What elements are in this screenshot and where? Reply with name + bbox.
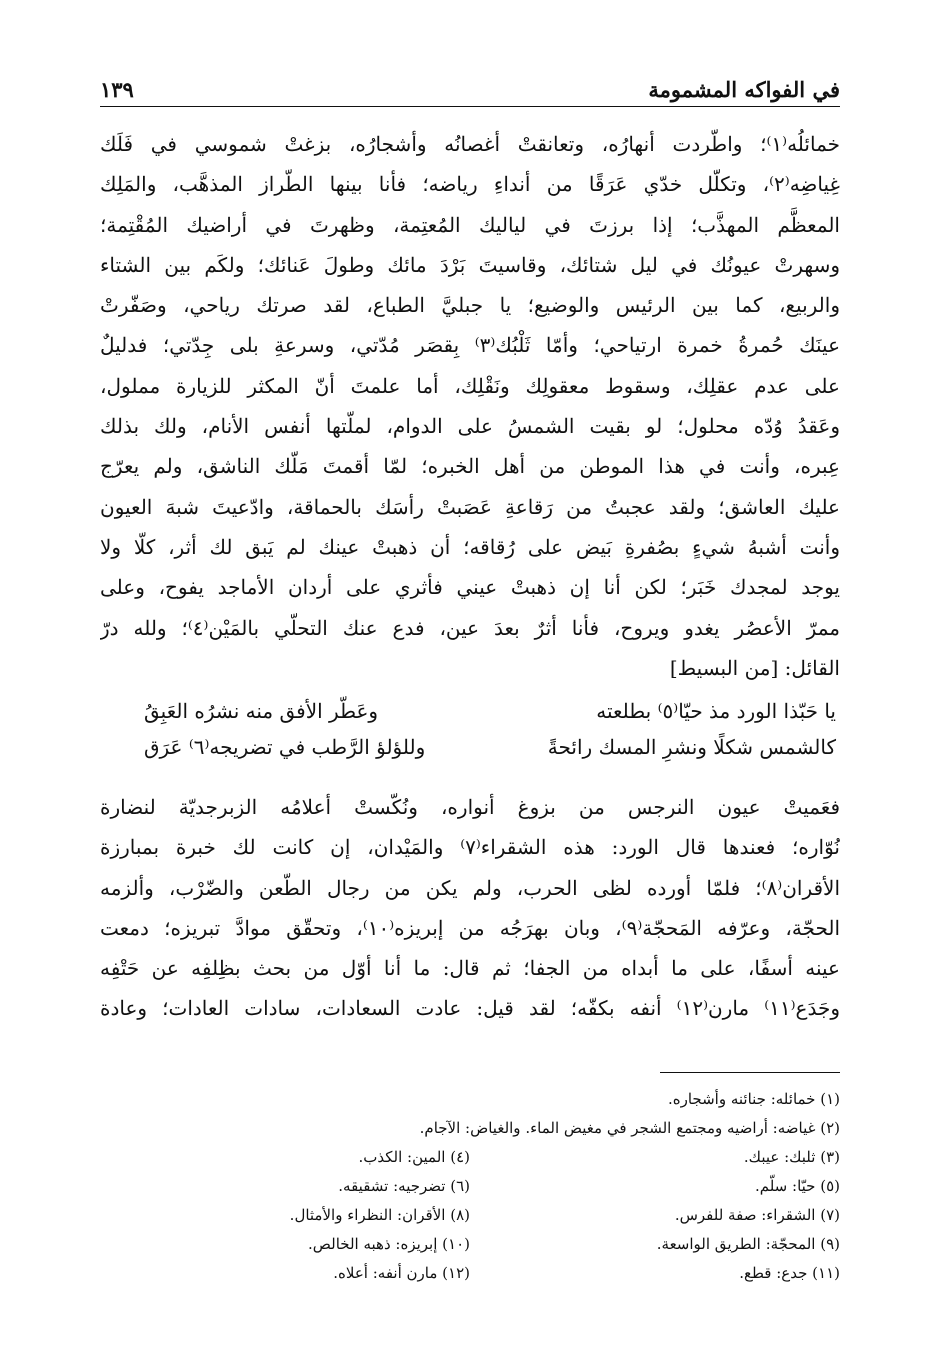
text-line: خمائلُه⁽١⁾؛ واطّردت أنهارُه، وتعانقتْ أغصانُه وأشجارُه، بزغتْ شموسي في فَلَك	[100, 132, 840, 156]
text-line: غِياضِه⁽٢⁾، وتكلّل خدّي عَرَقًا من أنداءِ رياضه؛ فأنا بينها الطّراز المذهَّب، والمَلِك	[100, 172, 840, 197]
footnote: (١٢) مارن أنفه: أعلاه.	[333, 1264, 470, 1282]
text-line: وسهرتْ عيونُك في ليل شتائك، وقاسيتَ بَرْدَ مائك وطولَ عَنائك؛ ولكَم بين الشتاء	[100, 252, 840, 277]
text-line: نُوّاره؛ فعندها قال الورد: هذه الشقراء⁽٧⁾ والمَيْدان، إن كانت لك خبرة بمبارزة	[100, 835, 840, 860]
footnote: (٣) ثلبك: عيبك.	[743, 1148, 840, 1166]
text-line: وأنت أشبهُ شيءٍ بصُفرةِ بَيض على رُقاقه؛ أن ذهبتْ عينك لم يَبق لك أثر، كلّا ولا	[100, 534, 840, 559]
text-line: عليك العاشق؛ ولقد عجبتُ من رَقاعةِ عَصَبتْ رأسَك بالحماقة، وادّعيتَ شبهَ العيون	[100, 494, 840, 519]
footnote: (٦) تضرجيه: تشقيقه.	[338, 1177, 470, 1195]
footnote: (١) خمائله: جنائنه وأشجاره.	[667, 1090, 840, 1108]
text-line: والربيع، كما بين الرئيس والوضيع؛ يا جبليَّ الطباع، لقد صرتك رياحي، وصَفّرتْ	[100, 293, 840, 318]
verse-second-hemistich: وللؤلؤ الرَّطب في تضريجه⁽٦⁾ عَرَق	[144, 735, 426, 759]
footnote-row	[100, 1172, 840, 1201]
body-text	[100, 124, 840, 688]
text-line: المعظَّم المهذَّب؛ إذا برزتَ في لياليك المُعتِمة، وظهرتَ في أراضيك المُقْتِمة؛	[100, 212, 840, 237]
footnote: (٨) الأقران: النظراء والأمثال.	[289, 1206, 470, 1224]
running-title: في الفواكه المشمومة	[648, 77, 840, 102]
footnote: (٩) المحجّة: الطريق الواسعة.	[656, 1235, 840, 1253]
text-line: عينه أسفًا، على ما أبداه من الجفا؛ ثم قال: ما أنا أوّل من بحث بظِلفِه عن حَتْفِه	[100, 956, 840, 981]
text-line: ممرّ الأعصُر يغدو ويروح، فأنا أثرٌ بعدَ عين، فدع عنك التحلّي بالمَيْن⁽٤⁾؛ ولله درّ	[100, 615, 840, 640]
text-line: القائل: [من البسيط]	[669, 655, 840, 680]
footnote: (١١) جدع: قطع.	[739, 1264, 840, 1282]
footnotes	[100, 1085, 840, 1288]
verse-first-hemistich: كالشمس شكلًا ونشرِ المسك رائحةً	[547, 735, 836, 759]
verse-first-hemistich: يا حَبّذا الورد مذ حيّا⁽٥⁾ بطلعته	[596, 699, 836, 723]
footnote-row	[100, 1259, 840, 1288]
text-line: فعَميتْ عيون النرجس من بزوغ أنواره، ونُكّستْ أعلامُه الزبرجديّة لنضارة	[100, 795, 840, 819]
footnote-row	[100, 1201, 840, 1230]
poem	[100, 693, 840, 765]
footnote: (٤) المين: الكذب.	[358, 1148, 470, 1166]
text-line: وجَدَع⁽١١⁾ مارن⁽١٢⁾ أنفه بكفّه؛ لقد قيل: عادت السعادات، سادات العادات؛ وعادة	[100, 996, 840, 1021]
text-line: يوجد لمجدك خَبَر؛ لكن أنا إن ذهبتْ عيني فأثري على أردان الأماجد يفوح، وعلى	[100, 575, 840, 600]
footnote-row	[100, 1085, 840, 1114]
footnote-rule	[660, 1072, 840, 1073]
footnote-row	[100, 1114, 840, 1143]
page-header	[100, 72, 840, 102]
text-line: الحجّة، وعرّفه المَحجّة⁽٩⁾، وبان بهرَجُه من إبريزه⁽١٠⁾، وتحقّق موادَّ تبريزه؛ دمعت	[100, 915, 840, 940]
footnote-row	[100, 1143, 840, 1172]
body-text-continued	[100, 787, 840, 1029]
text-line: عينَك حُمرةُ خمرة ارتياحي؛ وأمّا ثَلْبُك⁽٣⁾ بِقصَر مُدّتي، وسرعةِ بلى جِدّتي؛ فدليلٌ	[100, 333, 840, 358]
verse-second-hemistich: وعَطّر الأفق منه نشرُه العَبِقُ	[144, 699, 379, 723]
poem-verse	[100, 693, 840, 729]
footnote: (٥) حيّا: سلّم.	[754, 1177, 840, 1195]
text-line: الأقران⁽٨⁾؛ فلمّا أورده لظى الحرب، ولم يكن من رجال الطّعن والضّرْب، وألزمه	[100, 875, 840, 900]
text-line: عِبره، وأنت في هذا الموطن من أهل الخبره؛ لمّا أقمتَ مَلّك الناشق، ولم يعرّج	[100, 454, 840, 479]
header-rule	[100, 106, 840, 107]
poem-verse	[100, 729, 840, 765]
footnote: (٧) الشقراء: صفة للفرس.	[674, 1206, 840, 1224]
text-line: وعَقدُ وُدّه محلول؛ لو بقيت الشمسُ على الدوام، لملّتها أنفس الأنام، ولك بذلك	[100, 414, 840, 439]
footnote-row	[100, 1230, 840, 1259]
footnote: (٢) غياضه: أراضيه ومجتمع الشجر في مغيض الماء. والغياض: الآجام.	[419, 1119, 840, 1137]
footnote: (١٠) إبريزه: ذهبه الخالص.	[308, 1235, 470, 1253]
page-number: ١٣٩	[100, 77, 134, 102]
text-line: على عدم عقلِك، وسقوط معقولِك ونَقْلِك، أما علمتَ أنّ المكثر للزيارة مملول،	[100, 373, 840, 398]
